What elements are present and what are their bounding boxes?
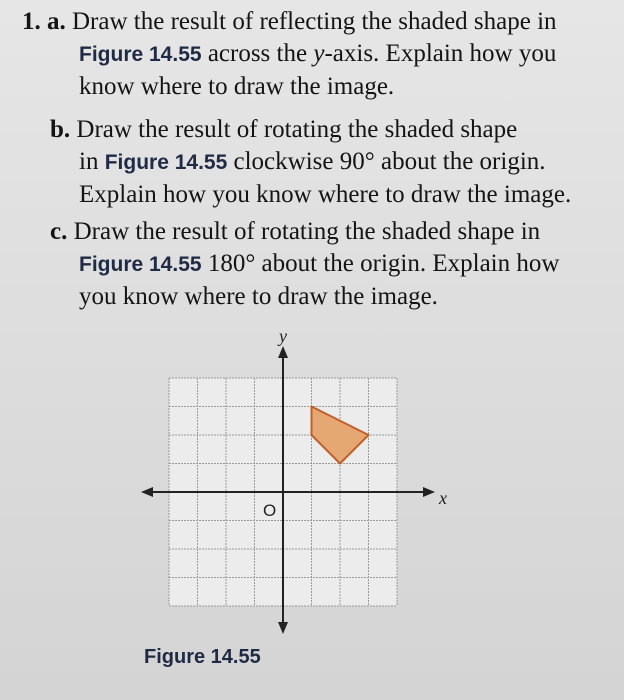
part-b-figure-ref: Figure 14.55 <box>104 151 228 174</box>
y-axis-arrow-down-icon <box>278 622 288 634</box>
origin-label: O <box>263 501 277 520</box>
part-a-line-2-post: -axis. Explain how you <box>324 40 557 67</box>
part-a <box>22 6 557 103</box>
part-b-line-2-post: clockwise 90° about the origin. <box>227 148 546 175</box>
x-axis-arrow-right-icon <box>423 487 435 497</box>
part-b-line-2-pre: in <box>79 148 105 175</box>
part-c-figure-ref: Figure 14.55 <box>79 253 202 276</box>
part-c-letter: c. <box>50 218 68 245</box>
y-axis-label: y <box>279 326 287 346</box>
part-b-line-3: Explain how you know where to draw the image. <box>79 181 572 208</box>
part-c <box>50 216 559 313</box>
part-c-line-3: you know where to draw the image. <box>79 283 438 310</box>
part-b-line-1: Draw the result of rotating the shaded shape <box>76 116 518 143</box>
part-b-letter: b. <box>50 116 71 143</box>
figure-caption: Figure 14.55 <box>144 646 261 668</box>
part-a-line-2-pre: across the <box>201 40 314 67</box>
y-axis-arrow-up-icon <box>278 346 288 358</box>
problem-number: 1. <box>22 8 41 35</box>
part-a-line-3: know where to draw the image. <box>79 73 395 100</box>
figure-14-55 <box>140 326 460 640</box>
part-a-line-1: Draw the result of reflecting the shaded shape in <box>72 8 557 35</box>
part-a-y-var: y <box>313 40 325 67</box>
x-axis-arrow-left-icon <box>141 487 153 497</box>
part-a-letter: a. <box>47 8 66 35</box>
x-axis-label: x <box>439 488 447 508</box>
part-c-line-1: Draw the result of rotating the shaded shape in <box>73 218 541 245</box>
part-b <box>50 114 571 211</box>
part-c-line-2-post: 180° about the origin. Explain how <box>201 250 560 277</box>
part-a-figure-ref: Figure 14.55 <box>79 43 202 66</box>
